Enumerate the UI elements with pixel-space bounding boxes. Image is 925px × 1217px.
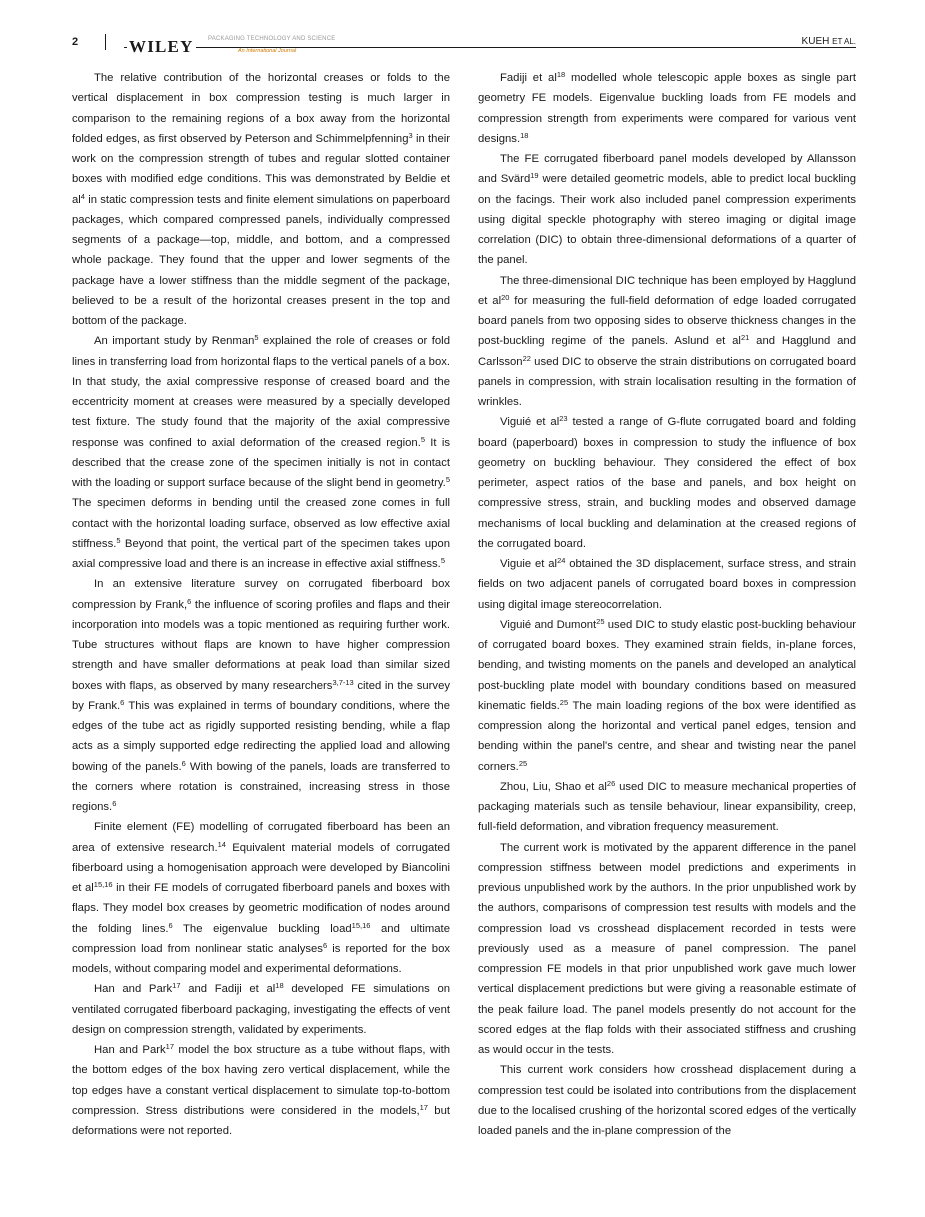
citation-ref: 22 <box>522 353 531 363</box>
text-run: This was explained in terms of boundary conditions, where the edges of the tube act as rigidly supported resisting bending, while a flap acts as a simply supported edge redirecting the applied load and allowing bowing of the panels. <box>72 699 450 773</box>
text-run: the influence of scoring profiles and flaps and their incorporation into models was a topic mentioned as requiring further work. Tube structures without flaps are known to have higher compression strength and have smaller deformations at peak load than similar sized boxes with flaps, as observed by many researchers <box>72 598 451 692</box>
text-run: The relative contribution of the horizontal creases or folds to the vertical displacement in box compression testing is much larger in comparison to the remaining regions of a box away from the horizontal folded edges, as first observed by Peterson and Schimmelpfenning <box>72 72 450 145</box>
citation-ref: 5 <box>254 333 259 343</box>
body-paragraph <box>478 412 856 554</box>
citation-ref: 18 <box>556 70 566 79</box>
text-run: This current work considers how crosshead displacement during a compression test could be isolated into contributions from the displacement due to the localised crushing of the horizontal scored edges of the vertically loaded panels and the in-plane compression of the <box>478 1064 856 1137</box>
text-run: An important study by Renman <box>94 335 255 348</box>
citation-ref: 4 <box>80 191 85 201</box>
citation-ref: 3 <box>408 130 413 140</box>
citation-ref: 23 <box>559 414 568 424</box>
citation-ref: 6 <box>112 799 117 808</box>
citation-ref: 25 <box>596 616 605 626</box>
running-head-author: KUEH <box>801 36 830 47</box>
text-run: Finite element (FE) modelling of corrugated fiberboard has been an area of extensive research. <box>72 821 450 854</box>
citation-ref: 5 <box>116 535 121 545</box>
citation-ref: 25 <box>518 758 528 768</box>
body-paragraph <box>478 68 856 149</box>
citation-ref: 5 <box>420 434 426 444</box>
page-number: 2 <box>72 36 79 48</box>
citation-ref: 17 <box>172 981 181 991</box>
text-run: Beyond that point, the vertical part of the specimen takes upon axial compressive load and there is an increase in effective axial stiffness. <box>72 537 450 570</box>
text-run: The three-dimensional DIC technique has been employed by Hagglund et al <box>478 274 856 307</box>
body-paragraph <box>72 574 450 817</box>
text-run: modelled whole telescopic apple boxes as single part geometry FE models. Eigenvalue buckling loads from FE models and compression strength from experiments were compared for various vent designs. <box>478 72 856 145</box>
text-run: Han and Park <box>94 1044 166 1056</box>
left-column <box>72 68 450 1141</box>
citation-ref: 15,16 <box>93 880 113 889</box>
journal-name: PACKAGING TECHNOLOGY AND SCIENCE <box>208 36 336 42</box>
body-paragraph <box>478 1060 856 1141</box>
text-run: Zhou, Liu, Shao et al <box>500 780 607 793</box>
text-run: Han and Park <box>94 983 173 996</box>
body-paragraph <box>478 554 856 615</box>
citation-ref: 6 <box>181 758 186 768</box>
text-run: Viguie et al <box>500 558 558 570</box>
body-paragraph <box>72 1040 450 1141</box>
text-run: explained the role of creases or fold lines in transferring load from horizontal flaps to the vertical panels of a box. In that study, the axial compressive response of creased board and the eccentricity moment at creases were measured by a specially developed test fixture. The study found that the majority of the axial compressive response was confined to axial deformation of the creased region. <box>72 335 451 449</box>
text-run: The main loading regions of the box were identified as compression along the horizontal and vertical panel edges, tension and bending within the panel's centre, and shear and twisting near the panel corners. <box>478 699 856 773</box>
citation-ref: 20 <box>501 292 510 302</box>
citation-ref: 6 <box>120 697 125 707</box>
page-header <box>72 34 856 56</box>
citation-ref: 6 <box>168 920 173 930</box>
header-rule <box>124 47 856 48</box>
text-run: Viguié and Dumont <box>500 618 597 631</box>
text-run: in static compression tests and finite element simulations on paperboard packages, which compared compressed panels, individually compressed segments of a package—top, middle, and bottom, and a compressed whole package. They found that the upper and lower segments of the package have a lower stiffness than the middle segment of the package, believed to be a result of the horizontal creases present in the top and bottom of the package. <box>72 193 450 327</box>
text-run: and Hagglund and Carlsson <box>478 335 857 368</box>
citation-ref: 21 <box>740 333 750 343</box>
body-paragraph <box>72 331 450 574</box>
text-run: used DIC to measure mechanical properties of packaging materials such as tensile behaviour, linear expansibility, creep, full-field deformation, and vibration frequency measurement. <box>478 780 857 834</box>
text-run: developed FE simulations on ventilated corrugated fiberboard packaging, investigating the effects of vent design on compression strength, validated by experiments. <box>72 983 451 1036</box>
text-run: used DIC to study elastic post-buckling behaviour of corrugated board boxes. They examined strain fields, in-plane forces, bending, and twisting moments on the panels and developed an analytical post-buckling plate model with boundary conditions based on measured kinematic fields. <box>478 618 856 712</box>
citation-ref: 25 <box>559 697 569 707</box>
citation-ref: 6 <box>322 940 328 950</box>
text-run: used DIC to observe the strain distributions on corrugated board panels in compression, with strain localisation resulting in the formation of wrinkles. <box>478 355 856 408</box>
citation-ref: 19 <box>530 171 539 181</box>
citation-ref: 18 <box>520 130 529 140</box>
text-run: for measuring the full-field deformation of edge loaded corrugated board panels from two opposing sides to observe thickness changes in the post-buckling regime of the panels. Aslund et al <box>478 294 856 348</box>
text-run: and ultimate compression load from nonlinear static analyses <box>72 922 450 955</box>
citation-ref: 3,7-13 <box>332 677 354 687</box>
text-run: were detailed geometric models, able to predict local buckling on the facings. Their work also included panel compression experiments using digital speckle photography with stereo imaging or digital image correlation (DIC) to obtain three-dimensional deformations of a quarter of the panel. <box>478 173 856 267</box>
text-run: obtained the 3D displacement, surface stress, and strain fields on two adjacent panels of corrugated board boxes in compression using digital image stereocorrelation. <box>478 558 856 611</box>
right-column <box>478 68 856 1141</box>
body-paragraph <box>72 68 450 331</box>
citation-ref: 5 <box>445 475 450 484</box>
text-run: and Fadiji et al <box>180 983 276 996</box>
text-run: In an extensive literature survey on corrugated fiberboard box compression by Frank, <box>72 578 450 611</box>
text-run: The current work is motivated by the apparent difference in the panel compression stiffness between model predictions and experiments in previous unpublished work by the authors. In the prior unpublished work by the authors, comparisons of compression test results with models and the compression load vs crosshead displacement recorded in tests were previously used as a measure of panel compression. The panel compression FE models in that prior unpublished work gave much lower vertical displacement predictions but were giving a reasonable estimate of the peak failure load. The panel models presently do not account for the scored edges at the flap folds with their associated stiffness and crushing as would occur in the tests. <box>478 841 856 1056</box>
body-paragraph <box>478 149 856 271</box>
citation-ref: 5 <box>440 556 445 565</box>
text-run: but deformations were not reported. <box>72 1104 451 1137</box>
text-run: With bowing of the panels, loads are transferred to the corners where rotation is constrained, increasing stress in those regions. <box>72 760 450 813</box>
text-run: It is described that the crease zone of the specimen initially is not in contact with the loading or support surface because of the slight bend in geometry. <box>72 436 450 489</box>
body-paragraph <box>478 615 856 777</box>
body-paragraph <box>478 271 856 413</box>
text-run: in their work on the compression strength of tubes and regular slotted container boxes with modified edge conditions. This was demonstrated by Beldie et al <box>72 132 451 206</box>
text-run: tested a range of G-flute corrugated board and folding board (paperboard) boxes in compression to study the influence of box geometry on buckling behaviour. They considered the effect of box perimeter, aspect ratios of the base and panels, and box height on compressive stress, strain, and buckling modes and observed damage mechanisms of local buckling and delamination at the creased regions of the corrugated board. <box>478 416 856 550</box>
text-run: Fadiji et al <box>500 72 557 84</box>
text-run: The FE corrugated fiberboard panel models developed by Allansson and Svärd <box>478 153 856 186</box>
citation-ref: 15,16 <box>351 920 371 930</box>
text-run: in their FE models of corrugated fiberboard panels and boxes with flaps. They model box creases by geometric modification of nodes around the folding lines. <box>72 882 450 935</box>
citation-ref: 26 <box>606 778 616 788</box>
citation-ref: 14 <box>217 839 226 849</box>
citation-ref: 17 <box>165 1042 174 1051</box>
wiley-logo: WILEY <box>129 37 194 56</box>
header-divider <box>105 34 106 50</box>
running-head-suffix: ET AL. <box>832 37 856 46</box>
body-paragraph <box>72 817 450 979</box>
citation-ref: 24 <box>557 556 566 565</box>
citation-ref: 18 <box>275 981 284 991</box>
journal-subtitle: An International Journal <box>238 48 297 54</box>
text-run: The eigenvalue buckling load <box>172 922 352 935</box>
running-head <box>796 36 856 47</box>
citation-ref: 17 <box>419 1102 428 1112</box>
text-run: Equivalent material models of corrugated fiberboard using a homogenisation approach were developed by Biancolini et al <box>72 841 450 894</box>
text-run: The specimen deforms in bending until the creased zone comes in full contact with the horizontal loading surface, observed as low effective axial stiffness. <box>72 497 450 550</box>
citation-ref: 6 <box>187 596 192 606</box>
body-paragraph <box>72 979 450 1040</box>
text-run: model the box structure as a tube without flaps, with the bottom edges of the box having zero vertical displacement, while the top edges have a constant vertical displacement to simulate top-to-bottom compression. Stress distributions were considered in the models, <box>72 1044 450 1117</box>
body-paragraph <box>478 838 856 1061</box>
text-run: is reported for the box models, without comparing model and experimental deformations. <box>72 942 451 975</box>
body-paragraph <box>478 777 856 838</box>
text-run: cited in the survey by Frank. <box>72 679 451 712</box>
text-run: Viguié et al <box>500 416 560 429</box>
